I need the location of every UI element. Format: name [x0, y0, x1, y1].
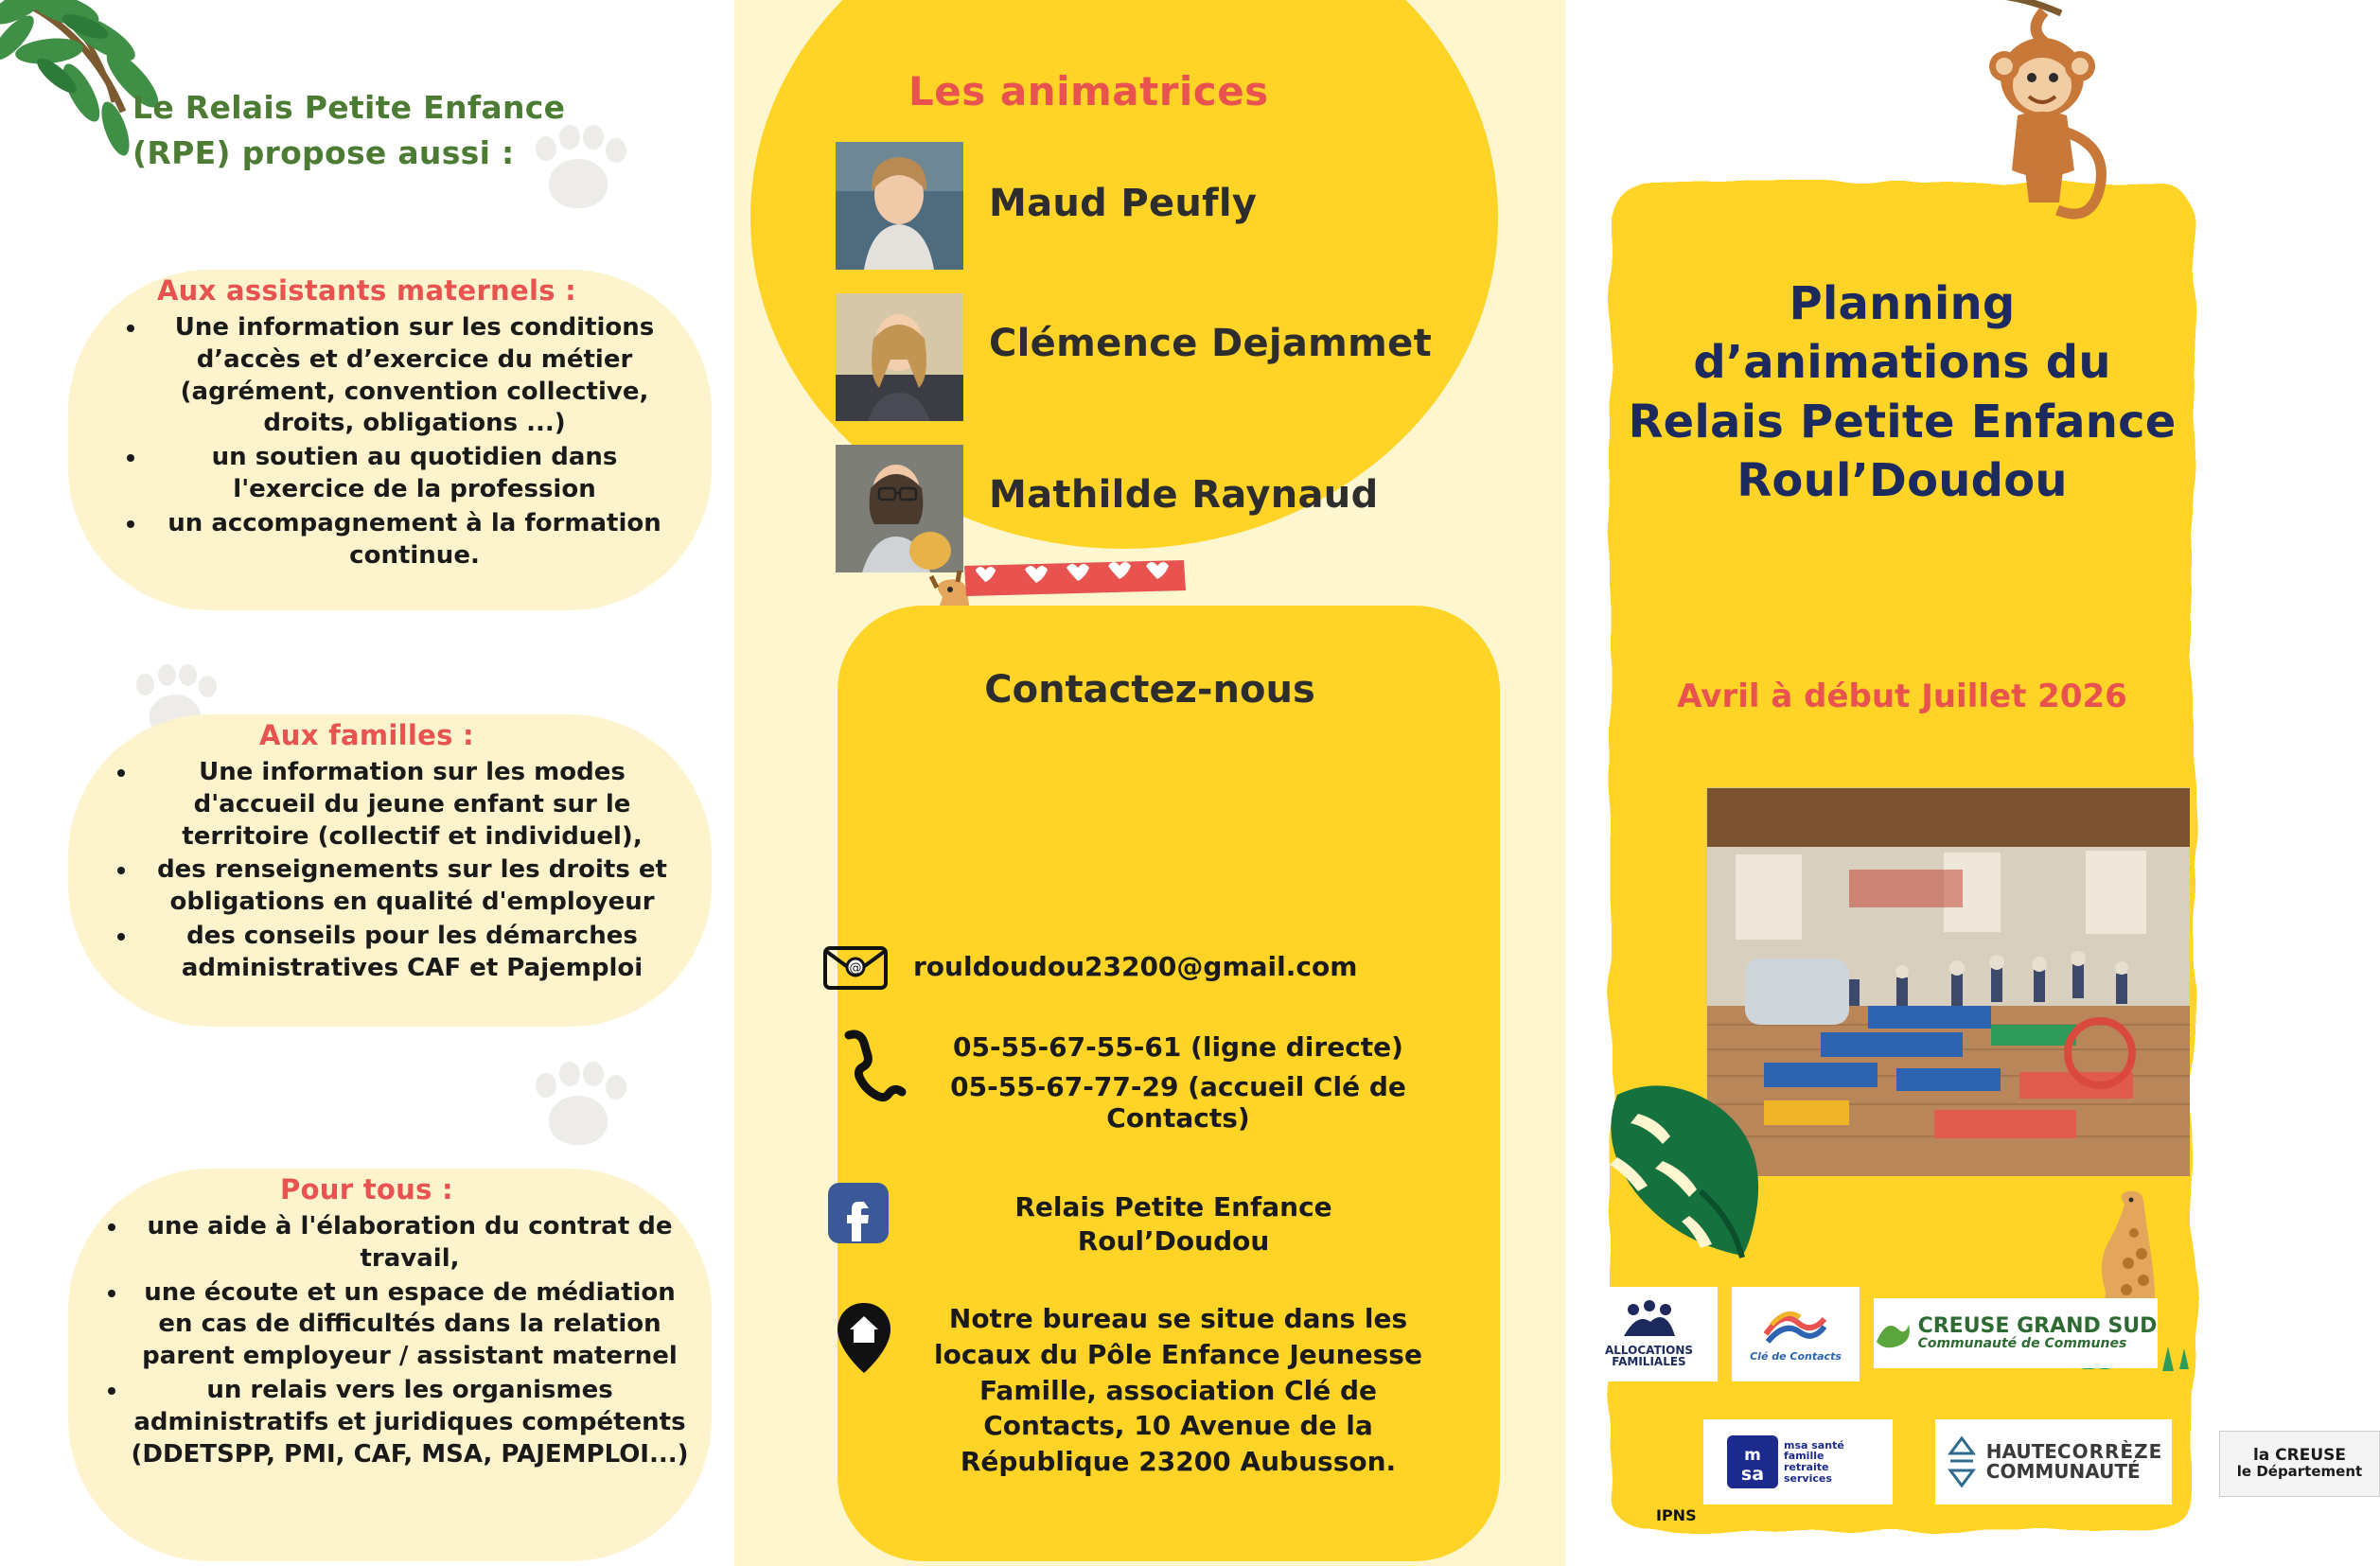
logo-caf-label: ALLOCATIONS FAMILIALES	[1604, 1343, 1694, 1369]
logo-msa	[1703, 1419, 1893, 1504]
animatrice-name: Mathilde Raynaud	[989, 473, 1379, 517]
list-item: • une aide à l'élaboration du contrat de travail,	[129, 1211, 691, 1276]
contact-phone-1: 05-55-67-55-61 (ligne directe)	[953, 1031, 1403, 1063]
phone-icon	[836, 1031, 889, 1103]
washi-tape-hearts	[961, 558, 1188, 598]
section-heading-assistants: Aux assistants maternels :	[156, 274, 577, 307]
paw-print-icon	[530, 1060, 634, 1164]
contact-phone-2: 05-55-67-77-29 (accueil Clé de Contacts)	[950, 1071, 1406, 1134]
logo-cle-label: Clé de Contacts	[1750, 1350, 1842, 1364]
location-pin-icon	[836, 1301, 892, 1379]
logo-cd-sublabel: le Département	[2236, 1463, 2363, 1481]
section-list-assistants	[104, 312, 681, 573]
avatar	[836, 445, 963, 572]
facebook-icon[interactable]	[828, 1183, 889, 1247]
list-item: • Une information sur les modes d'accueil du jeune enfant sur le territoire (collectif et individuel),	[138, 757, 686, 853]
logo-hc-sublabel: COMMUNAUTÉ	[1985, 1460, 2141, 1483]
panel-right	[1566, 0, 2363, 1566]
section-list-pour-tous	[85, 1211, 691, 1472]
avatar	[836, 142, 963, 270]
logo-caf	[1580, 1287, 1718, 1381]
cover-photo	[1706, 787, 2189, 1175]
contact-title: Contactez-nous	[984, 668, 1315, 712]
paw-print-icon	[530, 123, 634, 227]
section-heading-pour-tous: Pour tous :	[280, 1173, 453, 1205]
envelope-icon	[824, 944, 887, 994]
animatrices-title: Les animatrices	[908, 68, 1269, 114]
list-item: • Une information sur les conditions d’accès et d’exercice du métier (agrément, convention collective, droits, obligations ...)	[148, 312, 681, 440]
monkey-illustration	[1930, 0, 2158, 227]
contact-email[interactable]: rouldoudou23200@gmail.com	[913, 951, 1358, 982]
svg-text:m: m	[1744, 1446, 1761, 1465]
list-item: • un accompagnement à la formation continue.	[148, 508, 681, 572]
cover-title: Planning d’animations du Relais Petite Enfance Roul’Doudou	[1628, 277, 2177, 508]
svg-text:@: @	[849, 961, 862, 976]
list-item: • un relais vers les organismes administratifs et juridiques compétents (DDETSPP, PMI, CAF, MSA, PAJEMPLOI...)	[129, 1375, 691, 1470]
list-item: • une écoute et un espace de médiation en cas de difficultés dans la relation parent employeur / assistant maternel	[129, 1277, 691, 1373]
logo-hc-label: HAUTECORRÈZE	[1985, 1440, 2163, 1463]
left-panel-intro: Le Relais Petite Enfance (RPE) propose aussi :	[132, 89, 566, 171]
logo-haute-correze	[1935, 1419, 2172, 1504]
list-item: • des conseils pour les démarches administratives CAF et Pajemploi	[138, 921, 686, 985]
list-item: • des renseignements sur les droits et obligations en qualité d'employeur	[138, 854, 686, 919]
panel-divider	[1565, 0, 1567, 1566]
avatar	[836, 293, 963, 421]
list-item: • un soutien au quotidien dans l'exercice de la profession	[148, 442, 681, 506]
monstera-leaf-icon	[1557, 1055, 1765, 1273]
ipns-label: IPNS	[1656, 1506, 1697, 1524]
logo-creuse-departement	[2219, 1431, 2380, 1497]
panel-divider	[732, 0, 734, 1566]
contact-facebook: Relais Petite Enfance Roul’Doudou	[1014, 1191, 1332, 1258]
logo-msa-label: msa santé famille retraite services	[1784, 1438, 1844, 1485]
svg-text:sa: sa	[1740, 1464, 1765, 1485]
animatrice-name: Clémence Dejammet	[989, 322, 1432, 365]
logo-cgs-label: CREUSE GRAND SUD	[1917, 1314, 2158, 1339]
contact-address: Notre bureau se situe dans les locaux du Pôle Enfance Jeunesse Famille, association Clé de Contacts, 10 Avenue de la République 23200 Aubusson.	[934, 1303, 1422, 1478]
section-heading-familles: Aux familles :	[259, 719, 474, 751]
logo-creuse-grand-sud	[1874, 1298, 2158, 1368]
panel-middle	[733, 0, 1566, 1566]
animatrice-name: Maud Peufly	[989, 182, 1258, 225]
panel-left	[0, 0, 733, 1566]
cover-subtitle: Avril à début Juillet 2026	[1677, 677, 2127, 715]
logo-cgs-sublabel: Communauté de Communes	[1917, 1336, 2127, 1352]
logo-cle-de-contacts	[1732, 1287, 1860, 1381]
section-list-familles	[95, 757, 686, 987]
logo-cd-label: la CREUSE	[2252, 1446, 2347, 1466]
